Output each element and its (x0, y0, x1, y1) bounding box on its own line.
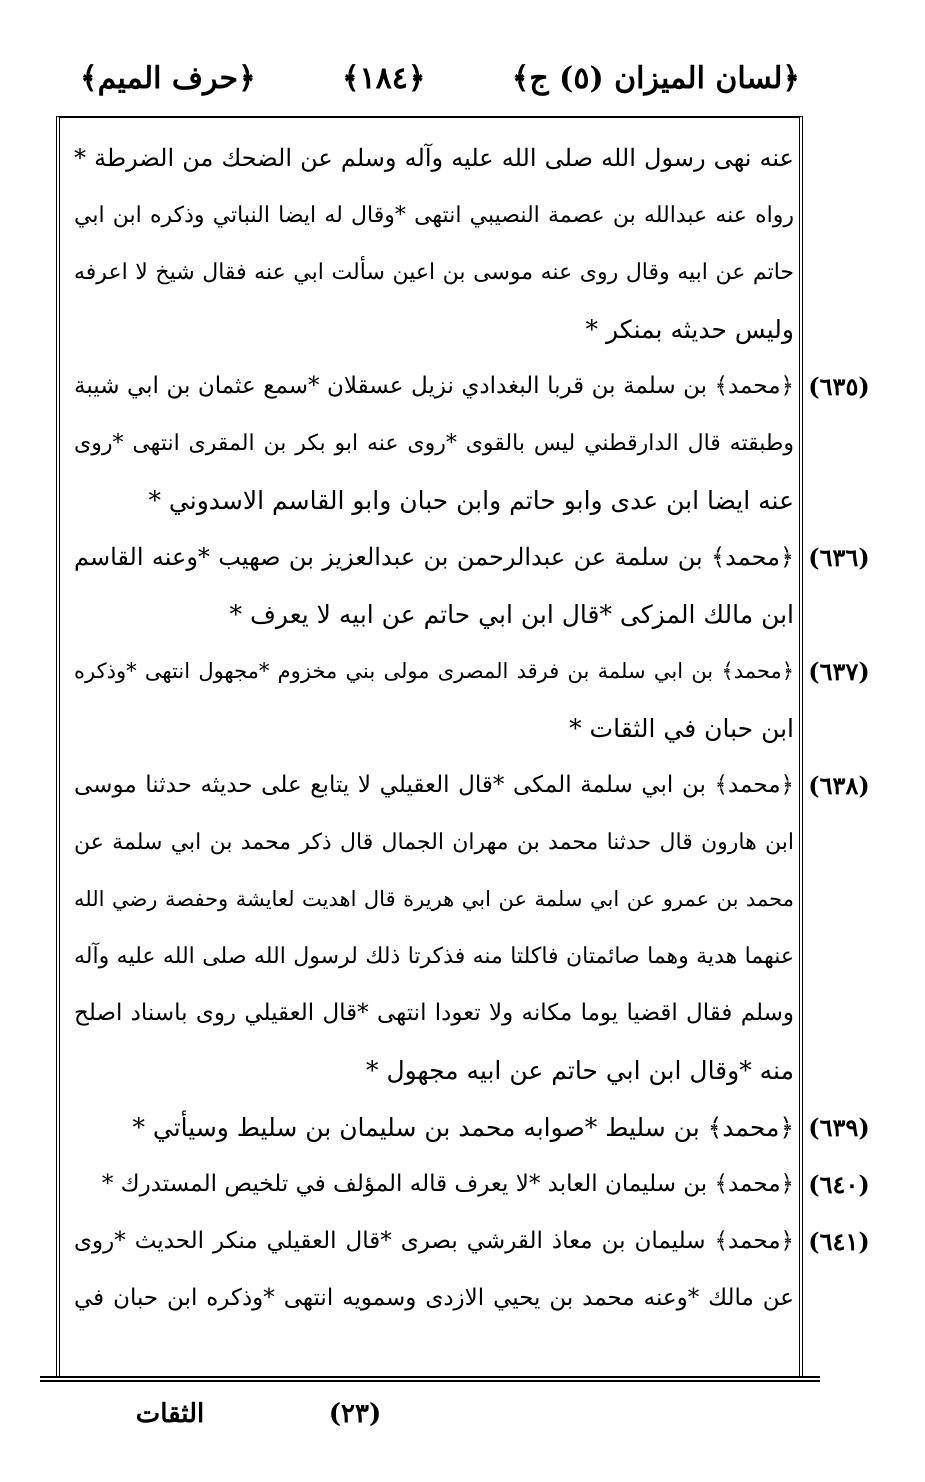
text-line: حاتم عن ابيه وقال روى عنه موسى بن اعين سألت ابي عنه فقال شيخ لا اعرفه (74, 260, 794, 285)
text-line: ﴿محمد﴾ بن سلمة بن قربا البغدادي نزيل عسقلان *سمع عثمان بن ابي شيبة (74, 373, 794, 399)
catchword: الثقات (135, 1399, 205, 1429)
text-line: عنه نهى رسول الله صلى الله عليه وآله وسلم عن الضحك من الضرطة * (74, 144, 794, 172)
text-line: ﴿محمد﴾ بن سلمة عن عبدالرحمن بن عبدالعزيز بن صهيب *وعنه القاسم (74, 543, 794, 571)
text-line: رواه عنه عبدالله بن عصمة النصيبي انتهى *وقال له ايضا النباتي وذكره ابن ابي (74, 203, 794, 228)
text-line: وسلم فقال اقضيا يوما مكانه ولا تعودا انتهى *قال العقيلي روى باسناد اصلح (74, 1000, 794, 1026)
text-line: عنهما هدية وهما صائمتان فاكلتا منه فذكرتا ذلك لرسول الله صلى الله عليه وآله (74, 944, 794, 969)
chapter-title: ﴿حرف الميم﴾ (80, 60, 256, 96)
page-header (80, 50, 800, 106)
text-line: محمد بن عمرو عن ابي سلمة عن ابي هريرة قال اهديت لعايشة وحفصة رضي الله (74, 887, 794, 911)
entry-number: (٦٣٧) (808, 657, 870, 686)
frame-bottom-rule (40, 1376, 820, 1382)
text-line: عن مالك *وعنه محمد بن يحيي الازدى وسمويه انتهى *وذكره ابن حبان في (74, 1285, 794, 1311)
text-line: ﴿محمد﴾ سليمان بن معاذ القرشي بصرى *قال العقيلي منكر الحديث *روى (74, 1228, 794, 1254)
text-line: عنه ايضا ابن عدى وابو حاتم وابن حبان وابو القاسم الاسدوني * (148, 486, 794, 515)
entry-number: (٦٣٩) (808, 1113, 870, 1142)
text-line: ﴿محمد﴾ بن ابي سلمة المكى *قال العقيلي لا يتابع على حديثه حدثنا موسى (74, 772, 794, 798)
text-line: ﴿محمد﴾ بن ابي سلمة بن فرقد المصرى مولى بني مخزوم *مجهول انتهى *وذكره (74, 659, 794, 683)
text-line: ابن حبان في الثقات * (569, 714, 794, 743)
book-title-volume: ﴿لسان الميزان (٥) ج﴾ (511, 60, 800, 96)
entry-number: (٦٣٦) (808, 543, 870, 572)
text-line: ابن مالك المزكى *قال ابن ابي حاتم عن ابيه لا يعرف * (229, 600, 794, 629)
text-line: ابن هارون قال حدثنا محمد بن مهران الجمال قال ذكر محمد بن ابي سلمة عن (74, 830, 794, 855)
signature-mark: (٢٣) (328, 1399, 382, 1429)
text-line: وليس حديثه بمنكر * (585, 315, 794, 344)
entry-number: (٦٤١) (808, 1227, 870, 1256)
text-line: ﴿محمد﴾ بن سليمان العابد *لا يعرف قاله المؤلف في تلخيص المستدرك * (101, 1171, 794, 1197)
entry-number: (٦٤٠) (808, 1170, 870, 1199)
entry-number: (٦٣٥) (808, 372, 870, 401)
text-line: ﴿محمد﴾ بن سليط *صوابه محمد بن سليمان بن سليط وسيأتي * (132, 1113, 794, 1142)
text-line: منه *وقال ابن ابي حاتم عن ابيه مجهول * (366, 1056, 794, 1085)
text-line: وطبقته قال الدارقطني ليس بالقوى *روى عنه ابو بكر بن المقرى انتهى *روى (74, 431, 794, 456)
entry-number: (٦٣٨) (808, 771, 870, 800)
page-number: ﴿١٨٤﴾ (341, 60, 426, 96)
